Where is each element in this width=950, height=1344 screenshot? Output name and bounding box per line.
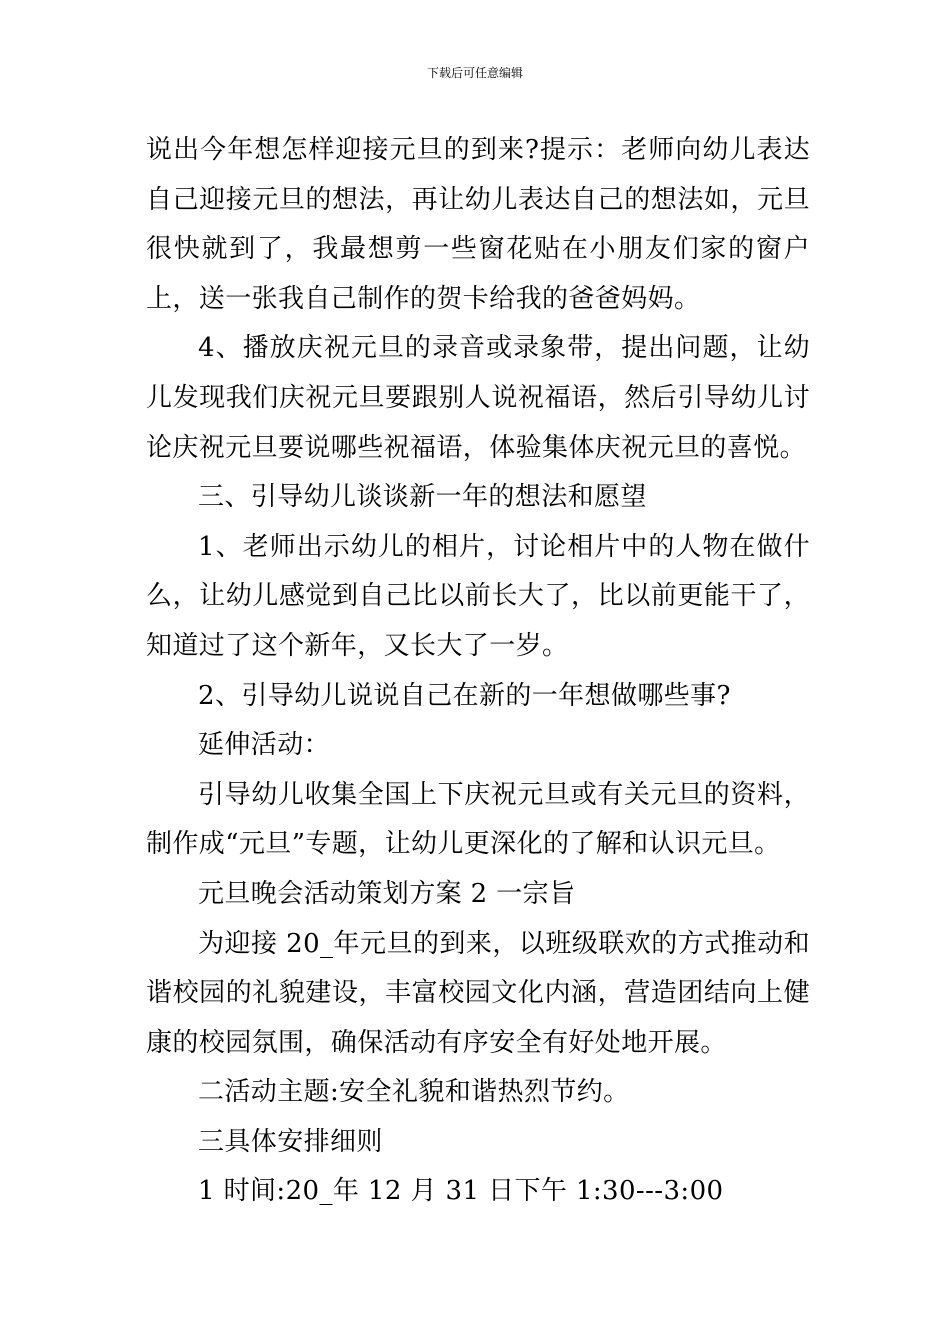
paragraph-4: 1、老师出示幼儿的相片，讨论相片中的人物在做什么，让幼儿感觉到自己比以前长大了，比以前更能干了，知道过了这个新年，又长大了一岁。 (146, 531, 810, 661)
paragraph-12: 1 时间:20_年 12 月 31 日下午 1:30---3:00 (198, 1176, 724, 1207)
paragraph-9: 为迎接 20_年元旦的到来，以班级联欢的方式推动和谐校园的礼貌建设，丰富校园文化内涵，营造团结向上健康的校园氛围，确保活动有序安全有好处地开展。 (146, 928, 810, 1058)
paragraph-8: 元旦晚会活动策划方案 2 一宗旨 (198, 878, 576, 909)
paragraph-7: 引导幼儿收集全国上下庆祝元旦或有关元旦的资料，制作成“元旦”专题，让幼儿更深化的了解和认识元旦。 (146, 779, 810, 860)
paragraph-11: 三具体安排细则 (198, 1126, 383, 1157)
paragraph-6: 延伸活动： (198, 730, 331, 761)
paragraph-3: 三、引导幼儿谈谈新一年的想法和愿望 (198, 482, 647, 513)
paragraph-5: 2、引导幼儿说说自己在新的一年想做哪些事? (198, 680, 731, 711)
paragraph-1: 说出今年想怎样迎接元旦的到来?提示：老师向幼儿表达自己迎接元旦的想法，再让幼儿表达自己的想法如，元旦很快就到了，我最想剪一些窗花贴在小朋友们家的窗户上，送一张我自己制作的贺卡给我的爸爸妈妈。 (146, 135, 810, 314)
paragraph-10: 二活动主题:安全礼貌和谐热烈节约。 (198, 1077, 630, 1108)
document-body (146, 126, 810, 1217)
paragraph-2: 4、播放庆祝元旦的录音或录象带，提出问题，让幼儿发现我们庆祝元旦要跟别人说祝福语，然后引导幼儿讨论庆祝元旦要说哪些祝福语，体验集体庆祝元旦的喜悦。 (146, 333, 810, 463)
page-header: 下载后可任意编辑 (426, 66, 523, 80)
